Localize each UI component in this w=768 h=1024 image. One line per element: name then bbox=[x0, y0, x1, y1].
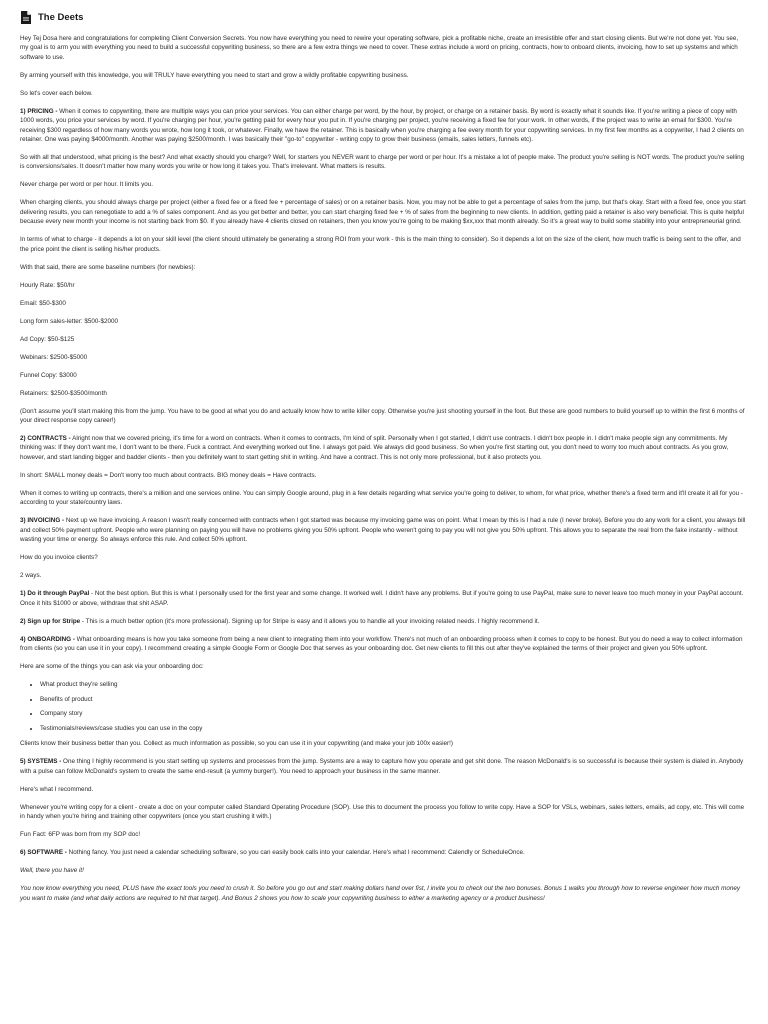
invoicing-paragraph bbox=[20, 516, 748, 544]
software-heading: 6) SOFTWARE - bbox=[20, 849, 67, 857]
fun-fact-paragraph: Fun Fact: 6FP was born from my SOP doc! bbox=[20, 831, 141, 839]
two-ways-paragraph: 2 ways. bbox=[20, 572, 42, 580]
software-text: Nothing fancy. You just need a calendar scheduling software, so you can easily book calls into your calendar. Here's what I recommend: Calendly or ScheduleOnce. bbox=[66, 849, 525, 857]
invoicing-text: Next up we have invoicing. A reason I wasn't really concerned with contracts when I got started was because my invoicing game was on point. What I mean by this is I had a rule (I never broke). Before you do any work for a client, you always bill and collect 50% payment upfront. People who were planning on paying you will have no problems giving you 50% upfront. People who weren't going to pay you will not give you 50% upfront. This allows you to separate the real from the fake instantly - without wasting your time or energy. So always enforce this rule. And collect 50% upfront. bbox=[20, 517, 746, 544]
onboarding-text: What onboarding means is how you take someone from being a new client to integrating them into your workflow. There's not much of an onboarding process when it comes to copy to be honest. But you do need a way to collect information from clients (so you can use it in your copy). I recommend creating a simple Google Form or Google Doc that serves as your onboarding doc. Get new clients to fill this out after they've explained the terms of their project and given you 50% upfront. bbox=[20, 635, 743, 652]
contracts-paragraph bbox=[20, 434, 748, 462]
cover-paragraph: So let's cover each below. bbox=[20, 89, 93, 97]
arming-paragraph: By arming yourself with this knowledge, you will TRULY have everything you need to start and grow a wildly profitable copywriting business. bbox=[20, 71, 409, 79]
onboarding-list bbox=[20, 680, 748, 734]
rate-webinars: Webinars: $2500-$5000 bbox=[20, 353, 88, 361]
contracts-text: Alright now that we covered pricing, it's time for a word on contracts. When it comes to contracts, I'm kind of split. Personally when I got started, I didn't use contracts. I didn't box people in. I didn't make people sign any commitments. My thinking was: If they don't want me, I don't want to be there. Fuck a contract. And everything worked out fine. I always got paid. We always did good business. So when you're first starting out, you don't need to worry too much about contracts. As you grow, however, and start landing bigger and badder clients - then you definitely want to start getting shit in writing. And have a contract. This is not only more professional, but it also protects you. bbox=[20, 435, 729, 461]
rate-longform: Long form sales-letter: $500-$2000 bbox=[20, 317, 119, 325]
in-short-paragraph: In short: SMALL money deals = Don't worry too much about contracts. BIG money deals = Have contracts. bbox=[20, 471, 317, 479]
terms-paragraph: In terms of what to charge - it depends a lot on your skill level (the client should ultimately be generating a strong ROI from your work - this is the main thing to consider). So it depends a lot on the size of the client, how much traffic is being sent to the offer, and the price point the client is selling his/her products. bbox=[20, 236, 741, 253]
contracts-heading: 2) CONTRACTS - bbox=[20, 435, 71, 443]
how-invoice-paragraph: How do you invoice clients? bbox=[20, 554, 98, 562]
never-charge-paragraph: Never charge per word or per hour. It limits you. bbox=[20, 181, 153, 189]
pricing-paragraph bbox=[20, 107, 748, 145]
know-business-paragraph: Clients know their business better than you. Collect as much information as possible, so you can use it in your copywriting (and make your job 100x easier!) bbox=[20, 740, 453, 748]
ask-list-intro: Here are some of the things you can ask via your onboarding doc: bbox=[20, 662, 204, 670]
pricing-heading: 1) PRICING - bbox=[20, 107, 58, 115]
section-header bbox=[20, 8, 748, 26]
rate-email: Email: $50-$300 bbox=[20, 299, 66, 307]
stripe-heading: 2) Sign up for Stripe bbox=[20, 617, 81, 625]
stripe-text: - This is a much better option (it's more professional). Signing up for Stripe is easy and it allows you to handle all your invoicing related needs. I highly recommend it. bbox=[80, 617, 540, 625]
rate-retainers: Retainers: $2500-$3500/month bbox=[20, 389, 107, 397]
best-pricing-paragraph: So with all that understood, what pricing is the best? And what exactly should you charge? Well, for starters you NEVER want to charge per word or per hour. It's a mistake a lot of people make. The product you're selling is NOT words. The product you're selling is conversions/sales. It doesn't matter how many words you write or how long it takes you. That's irrelevant. What matters is results. bbox=[20, 154, 745, 171]
list-item: • Company story bbox=[40, 709, 748, 718]
baseline-paragraph: With that said, there are some baseline numbers (for newbies): bbox=[20, 263, 196, 271]
rate-hourly: Hourly Rate: $50/hr bbox=[20, 281, 75, 289]
paypal-paragraph bbox=[20, 589, 748, 608]
invoicing-heading: 3) INVOICING - bbox=[20, 517, 65, 525]
pricing-text: When it comes to copywriting, there are multiple ways you can price your services. You can either charge per word, by the hour, by project, or charge on a retainer basis. By word is exactly what it sounds like. If you're writing a piece of copy with 1000 words, you price your services by word. If you're charging per hour, you're getting paid for every hour you put in. If you're charging per project, you're receiving a fixed fee for your work. In other words, if the project was to write an email for $300. You're receiving $300 regardless of how many words you wrote, how long it took, or whatever. Finally, we have the retainer. This is basically when you're charging a fee every month for your copywriting services. In my first few months as a copywriter, I had 2 clients on retainer. One was paying $4000/month. Another was paying $2500/month. I was basically their "go-to" copywriter - writing copy to grow their business (emails, sales letters, funnels etc). bbox=[20, 107, 744, 144]
document-icon bbox=[20, 11, 31, 24]
recommend-paragraph: Here's what I recommend. bbox=[20, 785, 94, 793]
dont-assume-paragraph: (Don't assume you'll start making this from the jump. You have to be good at what you do and actually know how to write killer copy. Otherwise you're just shooting yourself in the foot. But these are good numbers to build yourself up to within the first 6 months of your direct response copy career!) bbox=[20, 407, 745, 425]
writing-contracts-paragraph: When it comes to writing up contracts, there's a million and one services online. You can simply Google around, plug in a few details regarding what service you're going to deliver, to whom, for what price, whether there's a fixed term and it'll create it all for you - according to your state/country laws. bbox=[20, 489, 744, 507]
software-paragraph bbox=[20, 848, 748, 857]
rate-funnel: Funnel Copy: $3000 bbox=[20, 371, 77, 379]
systems-text: One thing I highly recommend is you start setting up systems and processes from the jump. Systems are a way to capture how you operate and get shit done. The reason McDonald's is so successful is because their system is dialed in. Anybody with a pulse can follow McDonald's system to create the same end-result (a yummy burger!). You need to approach your business in the same manner. bbox=[20, 758, 744, 775]
onboarding-paragraph bbox=[20, 635, 748, 654]
sop-paragraph: Whenever you're writing copy for a client - create a doc on your computer called Standard Operating Procedure (SOP). Use this to document the process you follow to write copy. Have a SOP for VSLs, webinars, sales letters, emails, ad copy, etc. This will come in handy when you're hiring and training other copywriters (once you start crushing it with.) bbox=[20, 803, 745, 821]
charging-paragraph: When charging clients, you should always charge per project (either a fixed fee or a fixed fee + percentage of sales) or on a retainer basis. Now, you may not be able to get a percentage of sales from the jump, but that's okay. Start with a fixed fee, once you start delivering results, you can renegotiate to add a % of sales component. And as you get better and better, you can start charging fixed fee + % of sales from the beginning to new clients. In addition, getting paid a retainer is also very beneficial. This is quite helpful because every new month your income is not starting back from $0. If you already have 4 clients closed on retainers, then you know you're going to be making $xx,xxx that month already. So it's a great way to build some stability into your entrepreneurial grind. bbox=[20, 199, 746, 226]
systems-heading: 5) SYSTEMS - bbox=[20, 758, 62, 766]
well-paragraph: Well, there you have it! bbox=[20, 867, 84, 875]
list-item: • Benefits of product bbox=[40, 695, 748, 704]
document-body bbox=[20, 34, 748, 903]
list-item: • Testimonials/reviews/case studies you can use in the copy bbox=[40, 724, 748, 733]
closing-paragraph: You now know everything you need, PLUS have the exact tools you need to crush it. So before you go out and start making dollars hand over fist, I invite you to check out the two bonuses. Bonus 1 walks you through how to reverse engineer how much money you want to make (and what daily actions are required to hit that target). And Bonus 2 shows you how to scale your copywriting business to either a marketing agency or a product business! bbox=[20, 885, 741, 902]
systems-paragraph bbox=[20, 757, 748, 776]
stripe-paragraph bbox=[20, 617, 748, 626]
intro-paragraph: Hey Tej Dosa here and congratulations for completing Client Conversion Secrets. You now have everything you need to rewire your operating software, pick a profitable niche, create an irresistible offer and start closing clients. But we're not done yet. You see, my goal is to arm you with everything you need to build a successful copywriting business, so there are a few extra things we need to cover. These extras include a word on pricing, contracts, how to onboard clients, invoicing, how to set up systems and which software to use. bbox=[20, 35, 739, 61]
onboarding-heading: 4) ONBOARDING - bbox=[20, 635, 75, 643]
rate-adcopy: Ad Copy: $50-$125 bbox=[20, 335, 75, 343]
paypal-text: - Not the best option. But this is what I personally used for the first year and some change. It worked well. I didn't have any problems. But if you're going to use PayPal, make sure to never leave too much money in your PayPal account. Once it hits $1000 or above, withdraw that shit ASAP. bbox=[20, 590, 744, 607]
paypal-heading: 1) Do it through PayPal bbox=[20, 590, 90, 598]
page-title: The Deets bbox=[38, 11, 84, 23]
list-item: • What product they're selling bbox=[40, 680, 748, 689]
